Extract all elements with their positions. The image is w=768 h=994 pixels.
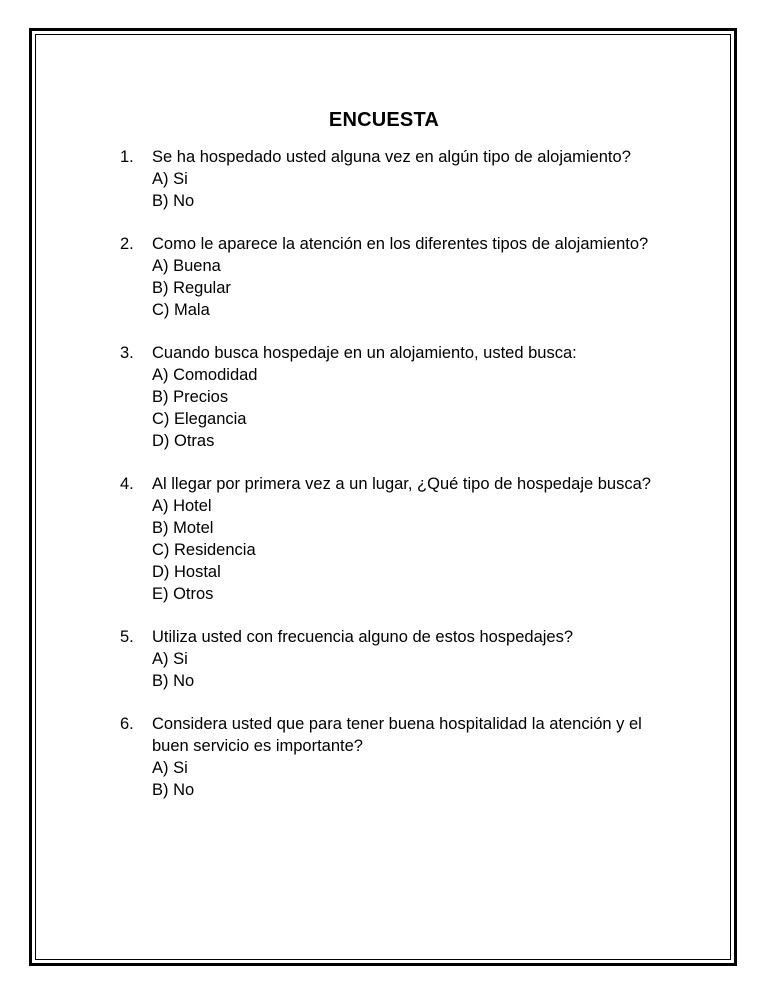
- option-e: E) Otros: [152, 585, 214, 603]
- question-number: 4.: [120, 475, 134, 493]
- option-b: B) Regular: [152, 279, 231, 297]
- option-a: A) Si: [152, 650, 188, 668]
- question-2: [120, 233, 680, 321]
- question-number: 5.: [120, 628, 134, 646]
- question-4: [120, 473, 680, 605]
- page-title: ENCUESTA: [328, 109, 440, 131]
- question-text: Cuando busca hospedaje en un alojamiento, usted busca:: [152, 344, 577, 362]
- option-b: B) Precios: [152, 388, 229, 406]
- question-text: Como le aparece la atención en los diferentes tipos de alojamiento?: [152, 235, 649, 253]
- question-6: [120, 713, 680, 801]
- question-3: [120, 342, 680, 452]
- question-text: Al llegar por primera vez a un lugar, ¿Qué tipo de hospedaje busca?: [152, 475, 651, 493]
- option-a: A) Comodidad: [152, 366, 258, 384]
- option-b: B) No: [152, 672, 195, 690]
- question-text: Utiliza usted con frecuencia alguno de estos hospedajes?: [152, 628, 574, 646]
- question-text: Se ha hospedado usted alguna vez en algún tipo de alojamiento?: [152, 148, 631, 166]
- question-number: 3.: [120, 344, 134, 362]
- question-number: 1.: [120, 148, 134, 166]
- option-a: A) Si: [152, 759, 188, 777]
- option-a: A) Hotel: [152, 497, 212, 515]
- option-b: B) No: [152, 192, 195, 210]
- question-1: [120, 146, 680, 212]
- question-5: [120, 626, 680, 692]
- option-c: C) Elegancia: [152, 410, 247, 428]
- question-number: 6.: [120, 715, 134, 733]
- option-b: B) No: [152, 781, 195, 799]
- question-text: Considera usted que para tener buena hospitalidad la atención y el buen servicio es importante?: [152, 715, 642, 755]
- option-a: A) Buena: [152, 257, 221, 275]
- question-number: 2.: [120, 235, 134, 253]
- option-a: A) Si: [152, 170, 188, 188]
- option-b: B) Motel: [152, 519, 214, 537]
- option-c: C) Mala: [152, 301, 210, 319]
- question-list: [120, 146, 680, 822]
- option-d: D) Otras: [152, 432, 215, 450]
- option-c: C) Residencia: [152, 541, 256, 559]
- option-d: D) Hostal: [152, 563, 221, 581]
